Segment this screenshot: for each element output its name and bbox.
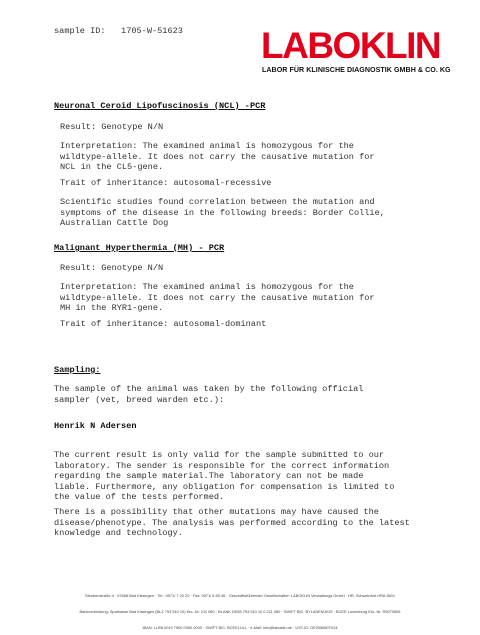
sample-id: sample ID: 1705-W-51623 <box>54 26 183 36</box>
mh-trait: Trait of inheritance: autosomal-dominant <box>60 319 267 329</box>
mh-interpretation: Interpretation: The examined animal is homozygous for the wildtype-allele. It does not carry the causative mutation for MH in the RYR1-gene. <box>60 282 375 314</box>
sampling-heading: Sampling: <box>54 365 101 375</box>
footer-line-bank: Bankverbindung: Sparkasse Bad Kissingen (BLZ 793 510 10) Kto.-Nr. 211 080 · BLANK DE83 793 510 10 0 211 080 · SWIFT BIC: BYLADEM1KIS · BCEE Luxemburg Kto.-Nr. R5070805 <box>79 609 401 615</box>
footer-line-address: Steubenstraße 4 · 97688 Bad Kissingen · Tel.: 0971/ 7 20 20 · Fax: 0971/ 6 85 46 · Geschäftsführender Gesellschafter: LABOKLIN Verwaltungs GmbH · HR: Schweinfurt HRA 3601 <box>84 593 396 599</box>
mh-result: Result: Genotype N/N <box>60 263 164 273</box>
footer <box>0 583 480 635</box>
mutation-disclaimer: There is a possibility that other mutations may have caused the disease/phenotype. The analysis was performed according to the latest knowledge and technology. <box>54 507 410 539</box>
ncl-result: Result: Genotype N/N <box>60 122 164 132</box>
ncl-studies: Scientific studies found correlation between the mutation and symptoms of the disease in the following breeds: Border Collie, Australian Cattle Dog <box>60 197 385 229</box>
laboklin-logo <box>261 26 457 76</box>
mh-heading: Malignant Hyperthermia (MH) - PCR <box>54 243 225 253</box>
ncl-interpretation: Interpretation: The examined animal is homozygous for the wildtype-allele. It does not carry the causative mutation for NCL in the CL5-gene. <box>60 141 375 173</box>
footer-line-iban: IBAN: LU56 0019 7500 0050 0000 · SWIFT BIC: BCEELULL · e-Mail: info@laboklin.de · UST-ID: DE205680T024 <box>142 624 338 630</box>
sampling-text: The sample of the animal was taken by the following official sampler (vet, breed warden etc.): <box>54 384 364 405</box>
logo-subtitle: LABOR FÜR KLINISCHE DIAGNOSTIK GMBH & CO. KG <box>262 66 451 74</box>
validity-disclaimer: The current result is only valid for the sample submitted to our laboratory. The sender is responsible for the correct information regarding the sample material.The laboratory can not be made liable. Furthermore, any obligation for compensation is limited to the value of the tests performed. <box>54 450 395 503</box>
ncl-heading: Neuronal Ceroid Lipofuscinosis (NCL) -PCR <box>54 101 266 111</box>
ncl-trait: Trait of inheritance: autosomal-recessive <box>60 178 272 188</box>
logo-wordmark: LABOKLIN <box>261 25 441 66</box>
sampler-name: Henrik N Adersen <box>54 421 137 431</box>
